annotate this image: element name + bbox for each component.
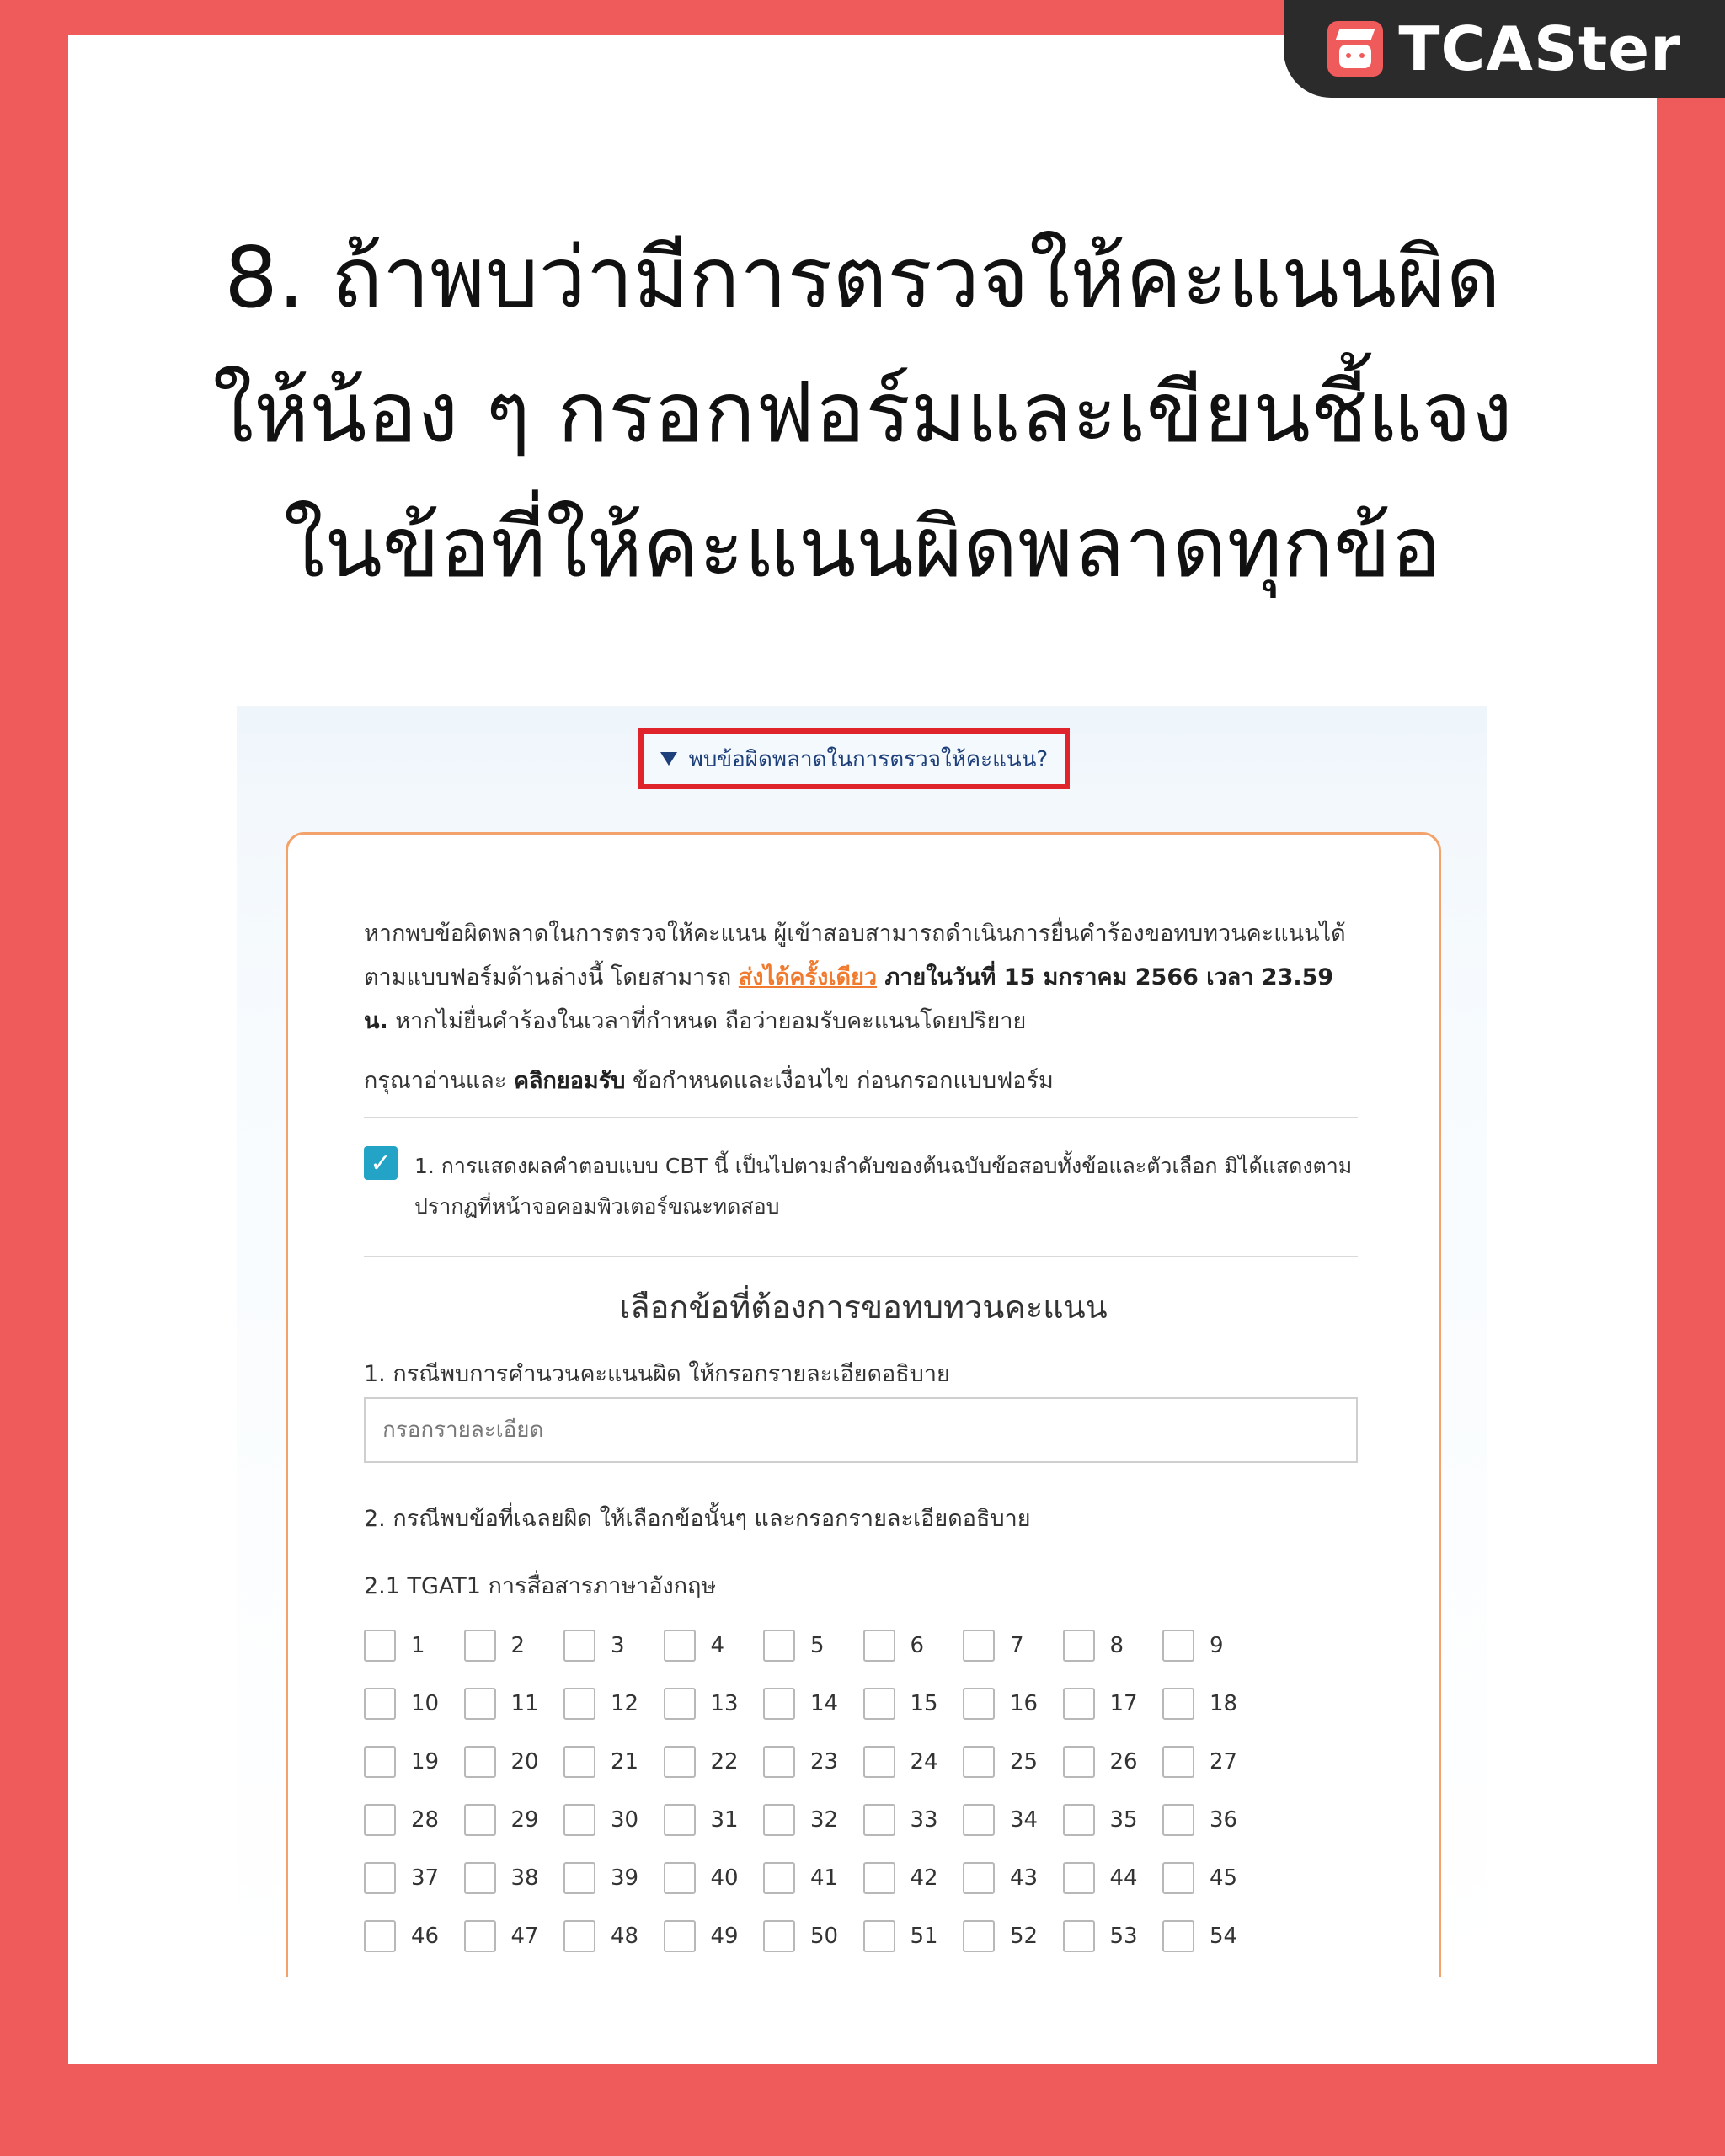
question-checkbox-grid: [364, 1628, 1290, 1953]
question-number: 40: [710, 1865, 739, 1891]
consent-text: 1. การแสดงผลคำตอบแบบ CBT นี้ เป็นไปตามลำดับของต้นฉบับข้อสอบทั้งข้อและตัวเลือก มิได้แสดงตามปรากฏที่หน้าจอคอมพิวเตอร์ขณะทดสอบ: [414, 1154, 1353, 1219]
question-checkbox[interactable]: [464, 1630, 496, 1662]
headline-line-1: 8. ถ้าพบว่ามีการตรวจให้คะแนนผิด: [224, 228, 1501, 327]
question-checkbox[interactable]: [364, 1804, 396, 1836]
question-number: 1: [411, 1632, 425, 1658]
divider-bottom: [364, 1256, 1358, 1257]
question-checkbox[interactable]: [563, 1688, 595, 1720]
question-checkbox[interactable]: [1063, 1862, 1095, 1894]
question-checkbox[interactable]: [364, 1862, 396, 1894]
question-item[interactable]: [364, 1744, 464, 1779]
intro-deadline: ภายในวันที่ 15 มกราคม 2566 เวลา 23.59 น.: [364, 964, 1334, 1034]
question-checkbox[interactable]: [664, 1920, 696, 1952]
question-number: 6: [910, 1632, 925, 1658]
question-checkbox[interactable]: [763, 1862, 795, 1894]
question-number: 33: [910, 1806, 938, 1833]
question-item[interactable]: [1162, 1860, 1263, 1895]
question-item[interactable]: [664, 1628, 764, 1662]
question-checkbox[interactable]: [1063, 1688, 1095, 1720]
question-number: 17: [1109, 1690, 1138, 1716]
question-checkbox[interactable]: [963, 1804, 995, 1836]
question-number: 13: [710, 1690, 739, 1716]
question-number: 32: [810, 1806, 839, 1833]
question-item[interactable]: [364, 1802, 464, 1837]
question-checkbox[interactable]: [563, 1862, 595, 1894]
question-item[interactable]: [1063, 1919, 1163, 1953]
question-checkbox[interactable]: [763, 1688, 795, 1720]
question-checkbox[interactable]: [563, 1630, 595, 1662]
question-item[interactable]: [863, 1860, 964, 1895]
question-item[interactable]: [1162, 1802, 1263, 1837]
question-item[interactable]: [963, 1628, 1063, 1662]
question-item[interactable]: [464, 1802, 564, 1837]
question-item[interactable]: [763, 1860, 863, 1895]
toggle-label: พบข้อผิดพลาดในการตรวจให้คะแนน?: [688, 746, 1049, 772]
accept-instruction: [364, 1062, 1054, 1098]
question-number: 30: [611, 1806, 639, 1833]
question-checkbox[interactable]: [1063, 1920, 1095, 1952]
question-number: 26: [1109, 1748, 1138, 1774]
question-checkbox[interactable]: [863, 1920, 895, 1952]
question-number: 37: [411, 1865, 440, 1891]
question-number: 18: [1210, 1690, 1238, 1716]
accept-bold: คลิกยอมรับ: [513, 1068, 626, 1094]
question-checkbox[interactable]: [963, 1688, 995, 1720]
question-number: 35: [1109, 1806, 1138, 1833]
question-number: 29: [510, 1806, 539, 1833]
question-item[interactable]: [664, 1919, 764, 1953]
question-checkbox[interactable]: [1063, 1746, 1095, 1778]
question-checkbox[interactable]: [1162, 1920, 1194, 1952]
question-number: 25: [1010, 1748, 1039, 1774]
divider-top: [364, 1117, 1358, 1118]
question-item[interactable]: [563, 1919, 664, 1953]
section-title: เลือกข้อที่ต้องการขอทบทวนคะแนน: [619, 1289, 1108, 1326]
headline: [68, 211, 1657, 615]
question-number: 20: [510, 1748, 539, 1774]
send-once-link[interactable]: ส่งได้ครั้งเดียว: [738, 964, 878, 990]
question-checkbox[interactable]: [664, 1746, 696, 1778]
question-item[interactable]: [1063, 1802, 1163, 1837]
question-item[interactable]: [863, 1744, 964, 1779]
question-item[interactable]: [763, 1744, 863, 1779]
question-number: 22: [710, 1748, 739, 1774]
question-number: 16: [1010, 1690, 1039, 1716]
brand-name: TCASter: [1398, 13, 1681, 84]
accept-prefix: กรุณาอ่านและ: [364, 1068, 514, 1094]
consent-checkbox[interactable]: ✓: [364, 1146, 398, 1180]
question-number: 38: [510, 1865, 539, 1891]
question-item[interactable]: [464, 1686, 564, 1721]
question-checkbox[interactable]: [1162, 1746, 1194, 1778]
question-item[interactable]: [563, 1802, 664, 1837]
question-checkbox[interactable]: [763, 1746, 795, 1778]
question-checkbox[interactable]: [563, 1746, 595, 1778]
question-number: 10: [411, 1690, 440, 1716]
question-checkbox[interactable]: [464, 1746, 496, 1778]
question-item[interactable]: [963, 1919, 1063, 1953]
question-number: 42: [910, 1865, 938, 1891]
question-number: 36: [1210, 1806, 1238, 1833]
question-item[interactable]: [664, 1802, 764, 1837]
question-number: 52: [1010, 1923, 1039, 1949]
question-item[interactable]: [763, 1628, 863, 1662]
question-item[interactable]: [464, 1628, 564, 1662]
question-item[interactable]: [464, 1919, 564, 1953]
question-checkbox[interactable]: [863, 1804, 895, 1836]
error-report-toggle[interactable]: [638, 728, 1070, 789]
question-checkbox[interactable]: [1162, 1688, 1194, 1720]
question-checkbox[interactable]: [464, 1688, 496, 1720]
question-number: 21: [611, 1748, 639, 1774]
question-checkbox[interactable]: [563, 1804, 595, 1836]
question-item[interactable]: [863, 1919, 964, 1953]
question-number: 24: [910, 1748, 938, 1774]
consent-row: [364, 1146, 1358, 1227]
question-item[interactable]: [364, 1686, 464, 1721]
question-checkbox[interactable]: [563, 1920, 595, 1952]
question-checkbox[interactable]: [1162, 1862, 1194, 1894]
question-number: 44: [1109, 1865, 1138, 1891]
question-number: 4: [710, 1632, 725, 1658]
question-item[interactable]: [863, 1628, 964, 1662]
question-checkbox[interactable]: [963, 1746, 995, 1778]
intro-part-1: หากพบข้อผิดพลาดในการตรวจให้คะแนน ผู้เข้าสอบสามารถดำเนินการยื่นคำร้องขอทบทวนคะแนนได้ตามแบบฟอร์มด้านล่างนี้ โดยสามารถ: [364, 921, 1346, 990]
question-item[interactable]: [563, 1860, 664, 1895]
q1-label: 1. กรณีพบการคำนวนคะแนนผิด ให้กรอกรายละเอียดอธิบาย: [364, 1361, 950, 1387]
question-checkbox[interactable]: [1063, 1804, 1095, 1836]
question-checkbox[interactable]: [963, 1862, 995, 1894]
question-number: 28: [411, 1806, 440, 1833]
form-screenshot: [237, 706, 1487, 1977]
question-checkbox[interactable]: [763, 1630, 795, 1662]
question-item[interactable]: [664, 1686, 764, 1721]
question-checkbox[interactable]: [464, 1920, 496, 1952]
question-item[interactable]: [963, 1686, 1063, 1721]
question-item[interactable]: [763, 1802, 863, 1837]
question-number: 19: [411, 1748, 440, 1774]
question-number: 49: [710, 1923, 739, 1949]
question-number: 53: [1109, 1923, 1138, 1949]
question-checkbox[interactable]: [863, 1746, 895, 1778]
question-item[interactable]: [664, 1744, 764, 1779]
question-checkbox[interactable]: [464, 1804, 496, 1836]
question-item[interactable]: [1063, 1686, 1163, 1721]
question-checkbox[interactable]: [364, 1746, 396, 1778]
question-item[interactable]: [464, 1744, 564, 1779]
question-number: 43: [1010, 1865, 1039, 1891]
q21-label: 2.1 TGAT1 การสื่อสารภาษาอังกฤษ: [364, 1573, 717, 1599]
question-checkbox[interactable]: [863, 1630, 895, 1662]
question-checkbox[interactable]: [863, 1688, 895, 1720]
question-number: 48: [611, 1923, 639, 1949]
question-number: 12: [611, 1690, 639, 1716]
question-number: 15: [910, 1690, 938, 1716]
q1-detail-input[interactable]: [364, 1397, 1358, 1463]
question-checkbox[interactable]: [664, 1688, 696, 1720]
question-checkbox[interactable]: [464, 1862, 496, 1894]
question-checkbox[interactable]: [1162, 1804, 1194, 1836]
question-number: 11: [510, 1690, 539, 1716]
question-item[interactable]: [863, 1686, 964, 1721]
intro-part-2: หากไม่ยื่นคำร้องในเวลาที่กำหนด ถือว่ายอมรับคะแนนโดยปริยาย: [387, 1008, 1027, 1034]
question-checkbox[interactable]: [364, 1688, 396, 1720]
question-number: 7: [1010, 1632, 1024, 1658]
question-number: 46: [411, 1923, 440, 1949]
intro-text: [364, 912, 1358, 1043]
question-number: 34: [1010, 1806, 1039, 1833]
question-item[interactable]: [364, 1860, 464, 1895]
question-checkbox[interactable]: [763, 1920, 795, 1952]
question-item[interactable]: [1063, 1628, 1163, 1662]
question-checkbox[interactable]: [664, 1862, 696, 1894]
brand-badge: [1284, 0, 1725, 98]
review-form-panel: [286, 832, 1441, 1977]
question-number: 41: [810, 1865, 839, 1891]
question-item[interactable]: [1162, 1919, 1263, 1953]
question-item[interactable]: [664, 1860, 764, 1895]
question-item[interactable]: [1063, 1744, 1163, 1779]
question-item[interactable]: [563, 1744, 664, 1779]
question-number: 51: [910, 1923, 938, 1949]
headline-line-2: ให้น้อง ๆ กรอกฟอร์มและเขียนชี้แจง: [212, 363, 1513, 462]
q2-label: 2. กรณีพบข้อที่เฉลยผิด ให้เลือกข้อนั้นๆ และกรอกรายละเอียดอธิบาย: [364, 1506, 1031, 1532]
question-item[interactable]: [963, 1744, 1063, 1779]
question-number: 8: [1109, 1632, 1124, 1658]
question-checkbox[interactable]: [763, 1804, 795, 1836]
question-checkbox[interactable]: [1162, 1630, 1194, 1662]
question-item[interactable]: [763, 1919, 863, 1953]
question-item[interactable]: [763, 1686, 863, 1721]
question-number: 31: [710, 1806, 739, 1833]
question-checkbox[interactable]: [963, 1630, 995, 1662]
question-number: 14: [810, 1690, 839, 1716]
question-checkbox[interactable]: [963, 1920, 995, 1952]
question-checkbox[interactable]: [664, 1804, 696, 1836]
question-number: 50: [810, 1923, 839, 1949]
question-item[interactable]: [963, 1860, 1063, 1895]
question-number: 27: [1210, 1748, 1238, 1774]
question-item[interactable]: [563, 1686, 664, 1721]
question-item[interactable]: [1162, 1744, 1263, 1779]
accept-suffix: ข้อกำหนดและเงื่อนไข ก่อนกรอกแบบฟอร์ม: [625, 1068, 1054, 1094]
question-number: 9: [1210, 1632, 1224, 1658]
question-item[interactable]: [1162, 1628, 1263, 1662]
question-number: 54: [1210, 1923, 1238, 1949]
question-item[interactable]: [464, 1860, 564, 1895]
tcaster-mascot-icon: [1327, 21, 1383, 77]
question-number: 23: [810, 1748, 839, 1774]
question-number: 39: [611, 1865, 639, 1891]
question-item[interactable]: [1063, 1860, 1163, 1895]
question-item[interactable]: [563, 1628, 664, 1662]
question-checkbox[interactable]: [1063, 1630, 1095, 1662]
question-item[interactable]: [863, 1802, 964, 1837]
headline-line-3: ในข้อที่ให้คะแนนผิดพลาดทุกข้อ: [283, 498, 1442, 596]
triangle-down-icon: [660, 752, 677, 766]
question-item[interactable]: [963, 1802, 1063, 1837]
question-number: 2: [510, 1632, 526, 1658]
question-checkbox[interactable]: [364, 1630, 396, 1662]
question-number: 3: [611, 1632, 625, 1658]
question-checkbox[interactable]: [664, 1630, 696, 1662]
question-item[interactable]: [1162, 1686, 1263, 1721]
question-item[interactable]: [364, 1919, 464, 1953]
question-checkbox[interactable]: [364, 1920, 396, 1952]
question-number: 47: [510, 1923, 539, 1949]
question-number: 5: [810, 1632, 825, 1658]
question-item[interactable]: [364, 1628, 464, 1662]
question-checkbox[interactable]: [863, 1862, 895, 1894]
question-number: 45: [1210, 1865, 1238, 1891]
